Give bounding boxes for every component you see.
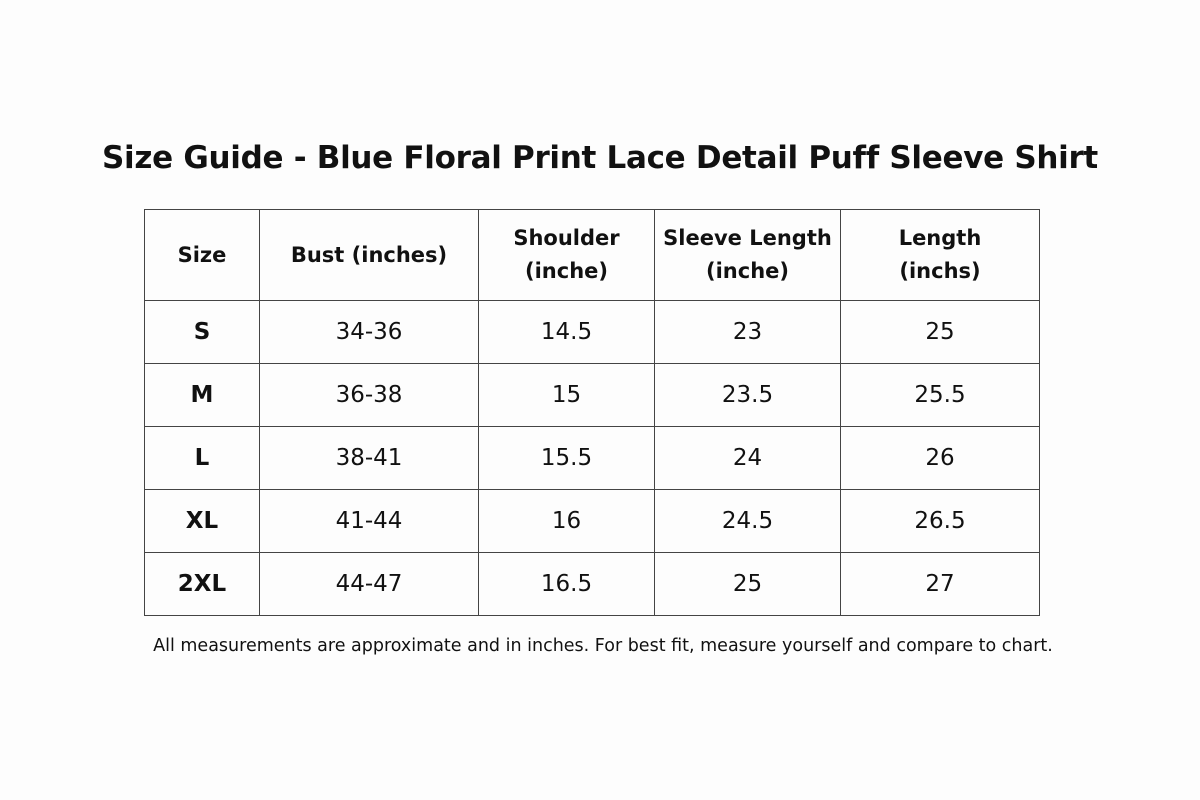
measurement-cell: 41-44 [260, 490, 479, 553]
table-row [145, 301, 1040, 364]
page-title: Size Guide - Blue Floral Print Lace Detail Puff Sleeve Shirt [102, 140, 1098, 176]
table-row [145, 490, 1040, 553]
size-cell: S [145, 301, 260, 364]
column-header [260, 210, 479, 301]
column-header [841, 210, 1040, 301]
size-table [144, 209, 1040, 616]
column-header [145, 210, 260, 301]
column-header-line: Length [898, 226, 982, 250]
measurement-cell: 24.5 [655, 490, 841, 553]
measurement-cell: 25 [655, 553, 841, 616]
column-header-line: (inche) [706, 259, 789, 283]
column-header-line: (inche) [525, 259, 608, 283]
measurement-cell: 24 [655, 427, 841, 490]
measurement-cell: 15.5 [479, 427, 655, 490]
measurement-cell: 23 [655, 301, 841, 364]
table-row [145, 364, 1040, 427]
column-header [655, 210, 841, 301]
footnote: All measurements are approximate and in inches. For best fit, measure yourself and compare to chart. [153, 636, 1053, 656]
column-header-line: (inchs) [899, 259, 981, 283]
measurement-cell: 16 [479, 490, 655, 553]
measurement-cell: 14.5 [479, 301, 655, 364]
size-cell: XL [145, 490, 260, 553]
measurement-cell: 25.5 [841, 364, 1040, 427]
column-header-line: Bust (inches) [290, 242, 448, 267]
measurement-cell: 26 [841, 427, 1040, 490]
measurement-cell: 27 [841, 553, 1040, 616]
measurement-cell: 34-36 [260, 301, 479, 364]
measurement-cell: 16.5 [479, 553, 655, 616]
size-cell: 2XL [145, 553, 260, 616]
measurement-cell: 36-38 [260, 364, 479, 427]
measurement-cell: 44-47 [260, 553, 479, 616]
measurement-cell: 26.5 [841, 490, 1040, 553]
column-header [479, 210, 655, 301]
measurement-cell: 38-41 [260, 427, 479, 490]
table-row [145, 553, 1040, 616]
table-row [145, 427, 1040, 490]
measurement-cell: 25 [841, 301, 1040, 364]
column-header-line: Shoulder [513, 226, 620, 250]
size-cell: L [145, 427, 260, 490]
size-cell: M [145, 364, 260, 427]
header-row [145, 210, 1040, 301]
column-header-line: Size [177, 242, 227, 267]
measurement-cell: 15 [479, 364, 655, 427]
column-header-line: Sleeve Length [663, 226, 832, 250]
measurement-cell: 23.5 [655, 364, 841, 427]
